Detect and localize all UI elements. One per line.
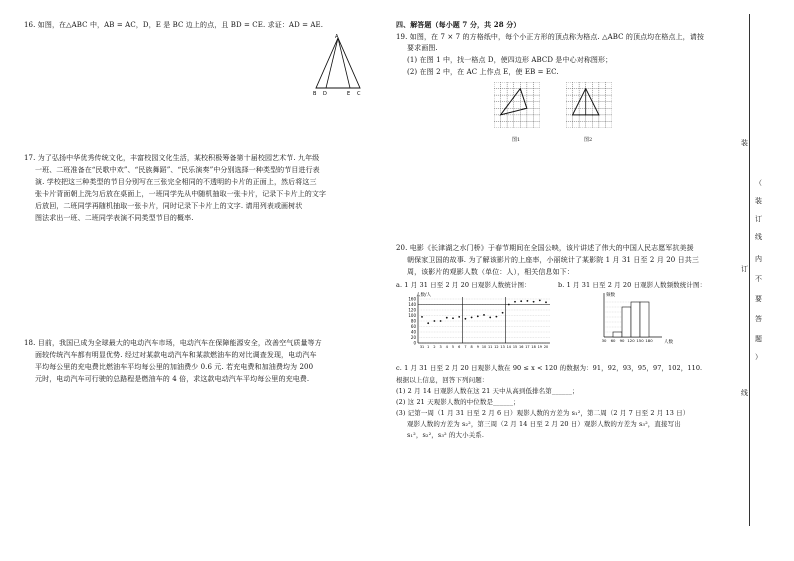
binding-char: 订 bbox=[755, 215, 762, 223]
label-C: C bbox=[357, 91, 361, 97]
histogram-chart bbox=[590, 291, 700, 349]
binding-char: 装 bbox=[741, 139, 748, 147]
data-point bbox=[434, 320, 436, 322]
data-point bbox=[421, 316, 423, 318]
binding-char: 答 bbox=[755, 315, 762, 323]
x-tick-label: 5 bbox=[451, 345, 455, 349]
x-tick-label: 17 bbox=[525, 345, 530, 349]
label-B: B bbox=[313, 91, 317, 97]
histogram-bar bbox=[631, 302, 640, 337]
data-point bbox=[477, 315, 479, 317]
x-tick-label: 16 bbox=[519, 345, 524, 349]
q18-line: 面较传统汽车都有明显优势. 经过对某款电动汽车和某款燃油车的对比调查发现，电动汽车 bbox=[35, 351, 317, 359]
x-tick-label: 4 bbox=[445, 345, 448, 349]
q17-line: 后放回，二班同学再随机抽取一张卡片，同时记录下卡片上的文字. 请用列表或画树状 bbox=[35, 202, 303, 210]
y-tick-label: 40 bbox=[410, 329, 416, 335]
data-point bbox=[452, 317, 454, 319]
binding-char: 装 bbox=[755, 197, 762, 205]
q19-line: 19. 如图，在 7 × 7 的方格纸中，每个小正方形的顶点称为格点. △ABC 的顶点均在格点上，请按 bbox=[396, 33, 704, 41]
y-tick-label: 160 bbox=[408, 296, 416, 302]
data-point bbox=[489, 317, 491, 319]
binding-char: ） bbox=[755, 353, 762, 361]
histogram-bar bbox=[613, 332, 622, 337]
q20-answer-line: (3) 记第一周（1 月 31 日至 2 月 6 日）观影人数的方差为 s₁²，第二周（2 月 7 日至 2 月 13 日） bbox=[396, 409, 690, 417]
fig1-label: 图1 bbox=[512, 137, 521, 143]
data-point bbox=[527, 300, 529, 302]
y-tick-label: 140 bbox=[408, 302, 416, 307]
data-point bbox=[440, 320, 442, 322]
q19-grid-2 bbox=[566, 82, 612, 128]
q16-text: 16. 如图，在△ABC 中，AB = AC，D，E 是 BC 边上的点，且 BD = CE. 求证：AD = AE. bbox=[24, 21, 324, 29]
x-tick-label: 13 bbox=[500, 345, 505, 349]
x-tick-label: 9 bbox=[476, 345, 479, 349]
x-tick-label: 7 bbox=[464, 345, 467, 349]
q20-answer-line: 观影人数的方差为 s₂²，第三周（2 月 14 日至 2 月 20 日）观影人数的方差为 s₃²，直接写出 bbox=[407, 420, 681, 428]
binding-char: 不 bbox=[755, 275, 762, 283]
q20-answer-line: (2) 这 21 天观影人数的中位数是______； bbox=[396, 398, 520, 406]
data-point bbox=[458, 316, 460, 318]
data-point bbox=[539, 299, 541, 301]
q20-line: 朝保家卫国的故事. 为了解该影片的上座率，小丽统计了某影院 1 月 31 日至 2 月 20 日共三 bbox=[407, 256, 699, 264]
q20-line: 周，该影片的观影人数（单位：人），相关信息如下： bbox=[407, 268, 574, 276]
label-A: A bbox=[335, 34, 339, 40]
q20-answer-line: s₁²，s₂²，s₃² 的大小关系. bbox=[407, 431, 485, 439]
q17-line: 一班、二班准备在“民歌中欢”、“民族舞蹈”、“民乐演奏”中分别选择一种类型的节目进行表 bbox=[35, 166, 320, 174]
x-tick-label: 19 bbox=[537, 345, 542, 349]
q19-line: (2) 在图 2 中，在 AC 上作点 E，使 EB = EC. bbox=[407, 68, 559, 76]
section-title: 四、解答题（每小题 7 分，共 28 分） bbox=[396, 20, 521, 29]
fig2-label: 图2 bbox=[584, 137, 593, 143]
x-tick-label: 15 bbox=[512, 345, 518, 349]
chart-b-label: b. 1 月 31 日至 2 月 20 日观影人数频数统计图： bbox=[558, 281, 707, 289]
x-tick-label: 20 bbox=[543, 345, 549, 349]
q18-line: 18. 目前，我国已成为全球最大的电动汽车市场，电动汽车在保障能源安全，改善空气质量等方 bbox=[24, 339, 322, 347]
x-tick-label: 120 bbox=[627, 338, 635, 343]
binding-char: 订 bbox=[741, 265, 748, 273]
binding-char: （ bbox=[755, 179, 762, 187]
y-tick-label: 100 bbox=[408, 313, 416, 318]
x-tick-label: 180 bbox=[645, 338, 653, 343]
data-point bbox=[508, 304, 510, 306]
q18-line: 元时，电动汽车可行驶的总路程是燃油车的 4 倍，求这款电动汽车平均每公里的充电费. bbox=[35, 375, 310, 383]
x-tick-label: 14 bbox=[506, 345, 511, 349]
x-tick-label: 3 bbox=[439, 345, 442, 349]
histogram-bar bbox=[640, 302, 649, 337]
binding-char: 线 bbox=[741, 389, 748, 397]
x-tick-label: 30 bbox=[601, 338, 607, 343]
label-E: E bbox=[347, 91, 351, 97]
binding-char: 内 bbox=[755, 255, 762, 263]
x-tick-label: 2 bbox=[433, 345, 436, 349]
q19-line: 要求画图. bbox=[407, 44, 438, 52]
q19-grid-1 bbox=[494, 82, 540, 128]
x-tick-label: 8 bbox=[470, 345, 473, 349]
x-tick-label: 60 bbox=[610, 338, 616, 343]
data-point bbox=[533, 301, 535, 303]
x-tick-label: 12 bbox=[494, 345, 499, 349]
x-tick-label: 6 bbox=[458, 345, 461, 349]
histogram-bar bbox=[622, 307, 631, 337]
q20-line: 20. 电影《长津湖之水门桥》于春节期间在全国公映，该片讲述了伟大的中国人民志愿军抗美援 bbox=[396, 244, 694, 252]
binding-char: 线 bbox=[755, 233, 762, 241]
q20-data-c: c. 1 月 31 日至 2 月 20 日观影人数在 90 ≤ x < 120 的数据为：91，92，93，95，97，102，110. bbox=[396, 364, 703, 372]
q20-answer-line: (1) 2 月 14 日观影人数在这 21 天中从高到低排名第______； bbox=[396, 387, 579, 395]
x-tick-label: 150 bbox=[636, 338, 644, 343]
q16-triangle-figure bbox=[312, 34, 364, 98]
q18-line: 平均每公里的充电费比燃油车平均每公里的加油费少 0.6 元. 若充电费和加油费均为 200 bbox=[35, 363, 314, 371]
x-axis-label: 人数 bbox=[664, 340, 673, 345]
data-point bbox=[502, 312, 504, 314]
data-point bbox=[520, 300, 522, 302]
x-tick-label: 90 bbox=[619, 338, 625, 343]
x-tick-label: 18 bbox=[531, 345, 536, 349]
q20-answer-line: 根据以上信息，回答下列问题： bbox=[396, 376, 489, 384]
q17-line: 图法求出一班、二班同学表演不同类型节目的概率. bbox=[35, 214, 194, 222]
x-tick-label: 1 bbox=[427, 345, 430, 349]
data-point bbox=[446, 317, 448, 319]
data-point bbox=[496, 316, 498, 318]
x-tick-label: 10 bbox=[481, 345, 487, 349]
y-axis-label: 人数/人 bbox=[416, 293, 432, 298]
x-tick-label: 11 bbox=[488, 345, 493, 349]
y-tick-label: 20 bbox=[410, 335, 416, 340]
y-tick-label: 80 bbox=[410, 318, 416, 324]
data-point bbox=[465, 318, 467, 320]
binding-char: 题 bbox=[755, 335, 762, 343]
data-point bbox=[471, 317, 473, 319]
binding-char: 要 bbox=[755, 295, 762, 303]
chart-a-label: a. 1 月 31 日至 2 月 20 日观影人数统计图： bbox=[396, 281, 531, 289]
binding-line bbox=[749, 14, 750, 526]
label-D: D bbox=[323, 91, 327, 97]
y-tick-label: 0 bbox=[413, 340, 416, 346]
data-point bbox=[514, 301, 516, 303]
data-point bbox=[427, 322, 429, 324]
y-axis-label: 频数 bbox=[606, 293, 615, 298]
y-tick-label: 60 bbox=[410, 324, 416, 329]
y-tick-label: 120 bbox=[408, 307, 416, 313]
data-point bbox=[545, 301, 547, 303]
x-tick-label: 31 bbox=[419, 345, 425, 349]
line-chart bbox=[396, 291, 556, 359]
q17-line: 张卡片背面朝上洗匀后放在桌面上，一班同学先从中随机抽取一张卡片，记录下卡片上的文字 bbox=[35, 190, 327, 198]
q17-line: 17. 为了弘扬中华优秀传统文化，丰富校园文化生活，某校积极筹备第十届校园艺术节. 九年级 bbox=[24, 154, 320, 162]
data-point bbox=[483, 314, 485, 316]
q17-line: 演. 学校把这三种类型的节目分别写在三张完全相同的不透明的卡片的正面上，然后将这三 bbox=[35, 178, 317, 186]
q19-line: (1) 在图 1 中，找一格点 D，使四边形 ABCD 是中心对称图形； bbox=[407, 56, 613, 64]
